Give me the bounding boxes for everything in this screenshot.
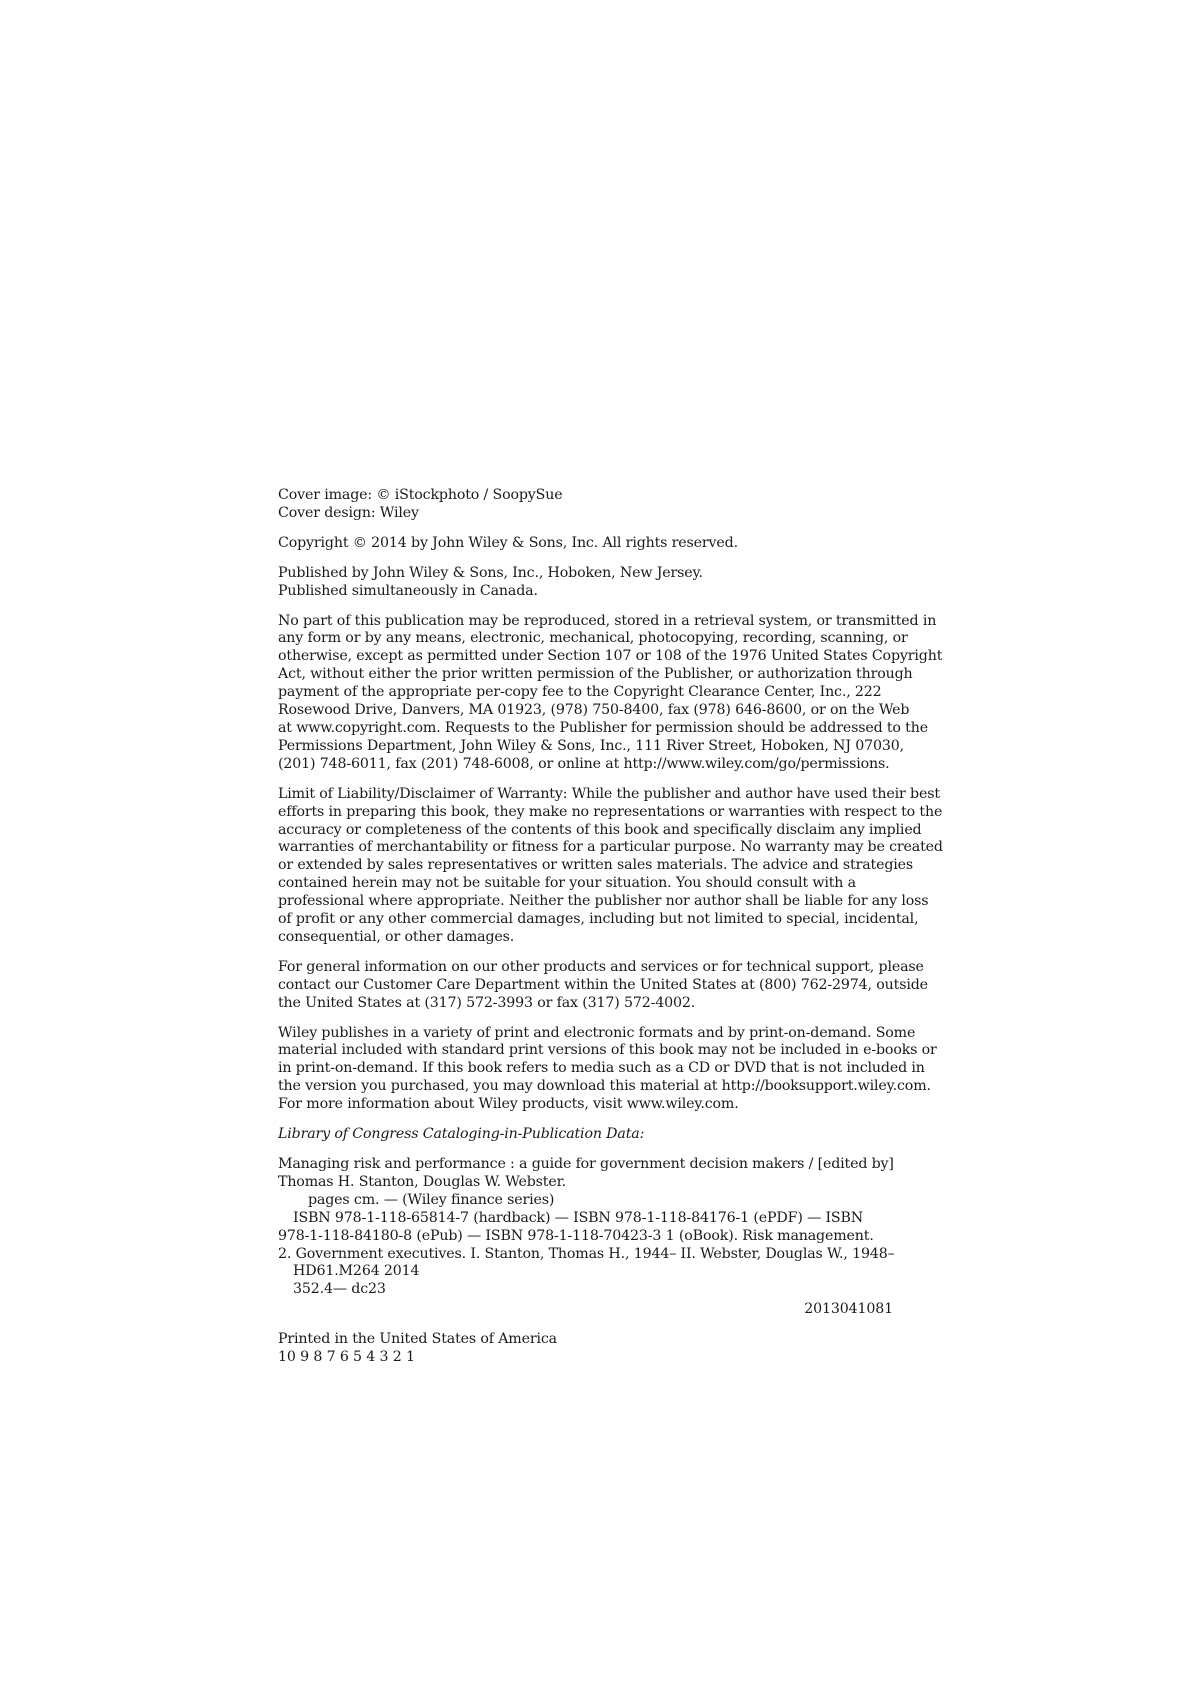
text-line: (201) 748-6011, fax (201) 748-6008, or online at http://www.wiley.com/go/permissions. (278, 755, 890, 772)
text-line: For more information about Wiley products, visit www.wiley.com. (278, 1096, 739, 1113)
text-line: any form or by any means, electronic, mechanical, photocopying, recording, scanning, or (278, 630, 908, 647)
text-line: Permissions Department, John Wiley & Sons, Inc., 111 River Street, Hoboken, NJ 07030, (278, 737, 904, 754)
text-line: or extended by sales representatives or written sales materials. The advice and strategies (278, 857, 914, 874)
text-line: No part of this publication may be reproduced, stored in a retrieval system, or transmitted in (278, 612, 937, 629)
reproduction-notice (278, 612, 943, 774)
text-line: material included with standard print versions of this book may not be included in e-books or (278, 1042, 937, 1059)
cip-call-number: HD61.M264 2014 (293, 1263, 420, 1280)
printed-info (278, 1331, 938, 1367)
text-line: payment of the appropriate per-copy fee to the Copyright Clearance Center, Inc., 222 (278, 684, 882, 701)
cip-dewey: 352.4— dc23 (293, 1281, 386, 1298)
text-line: contained herein may not be suitable for your situation. You should consult with a (278, 875, 856, 892)
cip-isbn-line: 978-1-118-84180-8 (ePub) — ISBN 978-1-118-70423-3 1 (oBook). Risk management. (278, 1227, 874, 1244)
copyright-line: Copyright © 2014 by John Wiley & Sons, Inc. All rights reserved. (278, 534, 738, 551)
cip-title-line: Thomas H. Stanton, Douglas W. Webster. (278, 1173, 567, 1190)
cip-data (278, 1156, 938, 1319)
cip-subjects: 2. Government executives. I. Stanton, Thomas H., 1944– II. Webster, Douglas W., 1948– (278, 1245, 895, 1262)
cover-design-credit: Cover design: Wiley (278, 504, 419, 521)
text-line: efforts in preparing this book, they make no representations or warranties with respect to the (278, 803, 943, 820)
text-line: the version you purchased, you may download this material at http://booksupport.wiley.com. (278, 1078, 931, 1095)
text-line: professional where appropriate. Neither the publisher nor author shall be liable for any loss (278, 893, 929, 910)
cip-title-line: Managing risk and performance : a guide for government decision makers / [edited by] (278, 1156, 894, 1172)
copyright-notice (278, 535, 938, 553)
text-line: warranties of merchantability or fitness for a particular purpose. No warranty may be created (278, 839, 943, 856)
text-line: at www.copyright.com. Requests to the Publisher for permission should be addressed to the (278, 719, 928, 736)
text-line: in print-on-demand. If this book refers to media such as a CD or DVD that is not included in (278, 1060, 925, 1077)
published-by: Published by John Wiley & Sons, Inc., Hoboken, New Jersey. (278, 564, 703, 581)
cip-pages: pages cm. — (Wiley finance series) (308, 1191, 555, 1208)
text-line: consequential, or other damages. (278, 928, 515, 945)
text-line: Limit of Liability/Disclaimer of Warranty: While the publisher and author have used their best (278, 785, 940, 802)
text-line: the United States at (317) 572-3993 or fax (317) 572-4002. (278, 994, 696, 1011)
text-line: accuracy or completeness of the contents of this book and specifically disclaim any implied (278, 821, 922, 838)
print-line: 10 9 8 7 6 5 4 3 2 1 (278, 1349, 415, 1366)
cip-heading: Library of Congress Cataloging-in-Publication Data: (278, 1126, 645, 1143)
disclaimer (278, 785, 943, 947)
support-info (278, 959, 938, 1013)
formats-info (278, 1025, 938, 1115)
cip-lccn: 2013041081 (804, 1301, 893, 1318)
text-line: Wiley publishes in a variety of print and electronic formats and by print-on-demand. Some (278, 1024, 916, 1041)
text-line: contact our Customer Care Department within the United States at (800) 762-2974, outside (278, 976, 928, 993)
published-canada: Published simultaneously in Canada. (278, 582, 538, 599)
copyright-page (278, 487, 943, 1379)
text-line: Act, without either the prior written permission of the Publisher, or authorization through (278, 666, 913, 683)
text-line: otherwise, except as permitted under Section 107 or 108 of the 1976 United States Copyright (278, 648, 943, 665)
publisher-info (278, 565, 938, 601)
text-line: For general information on our other products and services or for technical support, please (278, 958, 924, 975)
text-line: Rosewood Drive, Danvers, MA 01923, (978) 750-8400, fax (978) 646-8600, or on the Web (278, 702, 910, 719)
credits (278, 487, 938, 523)
text-line: of profit or any other commercial damages, including but not limited to special, incidental, (278, 911, 919, 928)
printed-country: Printed in the United States of America (278, 1331, 557, 1348)
cover-image-credit: Cover image: © iStockphoto / SoopySue (278, 487, 563, 503)
cip-isbn-line: ISBN 978-1-118-65814-7 (hardback) — ISBN 978-1-118-84176-1 (ePDF) — ISBN (293, 1209, 864, 1226)
